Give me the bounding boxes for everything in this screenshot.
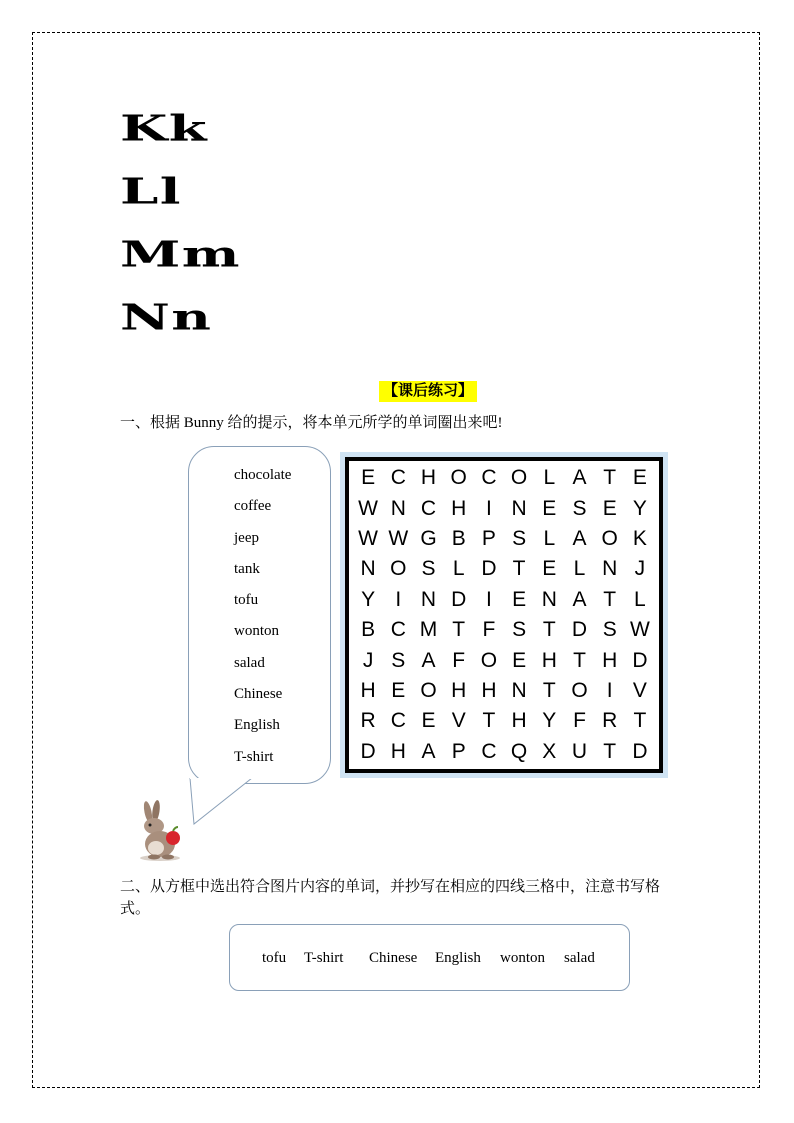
hint-word: jeep [234, 529, 259, 546]
grid-letter: H [420, 466, 437, 490]
grid-letter: L [543, 466, 556, 490]
grid-letter: J [634, 557, 646, 581]
grid-letter: A [421, 648, 436, 672]
grid-letter: I [485, 587, 492, 611]
word-choice: tofu [262, 950, 287, 966]
grid-letter: B [451, 526, 466, 550]
grid-letter: Y [632, 496, 647, 520]
grid-letter: P [451, 739, 466, 763]
grid-letter: V [451, 709, 466, 733]
grid-letter: W [358, 526, 378, 550]
grid-letter: C [481, 739, 497, 763]
grid-letter: N [420, 587, 437, 611]
grid-letter: H [481, 678, 497, 702]
letter-pair-k: Kk [120, 107, 208, 149]
grid-letter: S [512, 618, 527, 642]
word-choice-box [229, 924, 630, 991]
hint-word: coffee [234, 498, 272, 515]
grid-letter: N [511, 496, 527, 520]
hint-word: wonton [234, 623, 279, 640]
word-choice: Chinese [369, 950, 418, 966]
grid-letter: E [632, 466, 647, 490]
grid-letter: O [450, 466, 467, 490]
grid-letter: R [360, 709, 376, 733]
grid-letter: D [451, 587, 467, 611]
grid-letter: A [421, 739, 436, 763]
grid-letter: I [606, 678, 613, 702]
word-choice: salad [564, 950, 595, 966]
grid-letter: L [543, 526, 556, 550]
grid-letter: O [390, 557, 407, 581]
grid-letter: V [632, 678, 647, 702]
grid-letter: F [573, 709, 586, 733]
grid-letter: W [629, 618, 650, 642]
hint-word: English [234, 717, 280, 734]
grid-letter: L [573, 557, 586, 581]
grid-letter: Q [510, 739, 528, 763]
grid-letter: N [360, 557, 376, 581]
grid-letter: N [390, 496, 406, 520]
grid-letter: C [390, 618, 406, 642]
hint-word: chocolate [234, 467, 292, 483]
section-title: 【课后练习】 [379, 381, 477, 402]
grid-letter: D [632, 739, 648, 763]
grid-letter: K [632, 526, 647, 550]
grid-letter: O [420, 678, 437, 702]
grid-letter: N [541, 587, 557, 611]
word-choice: English [435, 950, 481, 966]
grid-letter: X [542, 739, 557, 763]
grid-letter: H [390, 739, 406, 763]
grid-letter: E [542, 496, 557, 520]
grid-letter: H [451, 496, 467, 520]
grid-letter: E [361, 466, 376, 490]
grid-letter: C [390, 466, 406, 490]
grid-letter: T [512, 557, 526, 581]
grid-letter: O [480, 648, 498, 672]
grid-letter: S [391, 648, 406, 672]
grid-letter: J [362, 648, 374, 672]
grid-letter: T [603, 587, 617, 611]
grid-letter: P [481, 526, 496, 550]
letter-pair-n: Nn [120, 296, 213, 338]
grid-letter: M [419, 618, 438, 642]
grid-letter: A [572, 526, 587, 550]
hint-word: T-shirt [234, 748, 274, 765]
grid-letter: D [360, 739, 376, 763]
word-search-frame [340, 452, 668, 778]
letter-pair-l: Ll [120, 170, 182, 212]
hint-word: tank [234, 560, 260, 577]
grid-letter: L [452, 557, 465, 581]
hint-word: tofu [234, 592, 259, 609]
grid-letter: H [511, 709, 527, 733]
grid-letter: S [572, 496, 587, 520]
grid-letter: T [603, 739, 617, 763]
task1-instruction: 一、根据 Bunny 给的提示，将本单元所学的单词圈出来吧! [120, 415, 503, 431]
grid-letter: C [420, 496, 437, 520]
grid-letter: O [601, 526, 618, 550]
grid-letter: O [571, 678, 588, 702]
grid-letter: S [512, 526, 527, 550]
grid-letter: T [603, 466, 617, 490]
grid-letter: T [482, 709, 496, 733]
grid-letter: Y [542, 709, 557, 733]
letter-list [120, 100, 241, 352]
grid-letter: I [485, 496, 492, 520]
grid-letter: D [632, 648, 648, 672]
grid-letter: H [360, 678, 376, 702]
grid-letter: G [420, 526, 437, 550]
grid-letter: W [358, 496, 378, 520]
grid-letter: H [451, 678, 467, 702]
grid-letter: T [542, 678, 556, 702]
grid-letter: Y [361, 587, 376, 611]
grid-letter: B [361, 618, 376, 642]
speech-bubble-tail [186, 778, 256, 828]
grid-letter: T [542, 618, 556, 642]
grid-letter: F [482, 618, 496, 642]
letter-pair-m: Mm [120, 233, 241, 275]
grid-letter: E [512, 648, 527, 672]
grid-letter: E [391, 678, 406, 702]
hint-word: salad [234, 654, 265, 671]
grid-letter: N [602, 557, 618, 581]
grid-letter: T [452, 618, 466, 642]
grid-letter: H [541, 648, 557, 672]
grid-letter: H [602, 648, 618, 672]
grid-letter: S [602, 618, 617, 642]
grid-letter: I [395, 587, 402, 611]
grid-letter: L [634, 587, 646, 611]
grid-letter: E [542, 557, 557, 581]
grid-letter: O [510, 466, 528, 490]
word-choice: wonton [500, 950, 545, 966]
word-choice: T-shirt [304, 950, 344, 966]
hint-word-list [234, 461, 291, 774]
grid-letter: S [421, 557, 436, 581]
grid-letter: E [421, 709, 436, 733]
grid-letter: A [572, 466, 587, 490]
grid-letter: C [481, 466, 497, 490]
word-search-grid [345, 457, 663, 773]
grid-letter: F [452, 648, 466, 672]
task2-instruction: 二、从方框中选出符合图片内容的单词，并抄写在相应的四线三格中，注意书写格式。 [120, 879, 661, 917]
grid-letter: D [481, 557, 497, 581]
grid-letter: E [512, 587, 527, 611]
grid-letter: C [390, 709, 406, 733]
grid-letter: D [571, 618, 588, 642]
hint-word: Chinese [234, 686, 283, 703]
grid-letter: T [573, 648, 586, 672]
grid-letter: A [572, 587, 587, 611]
grid-letter: N [511, 678, 527, 702]
rabbit-holding-apple-icon [134, 800, 186, 862]
grid-letter: U [571, 739, 588, 763]
grid-letter: E [602, 496, 617, 520]
grid-letter: W [388, 526, 409, 550]
grid-letter: T [633, 709, 647, 733]
grid-letter: R [602, 709, 618, 733]
